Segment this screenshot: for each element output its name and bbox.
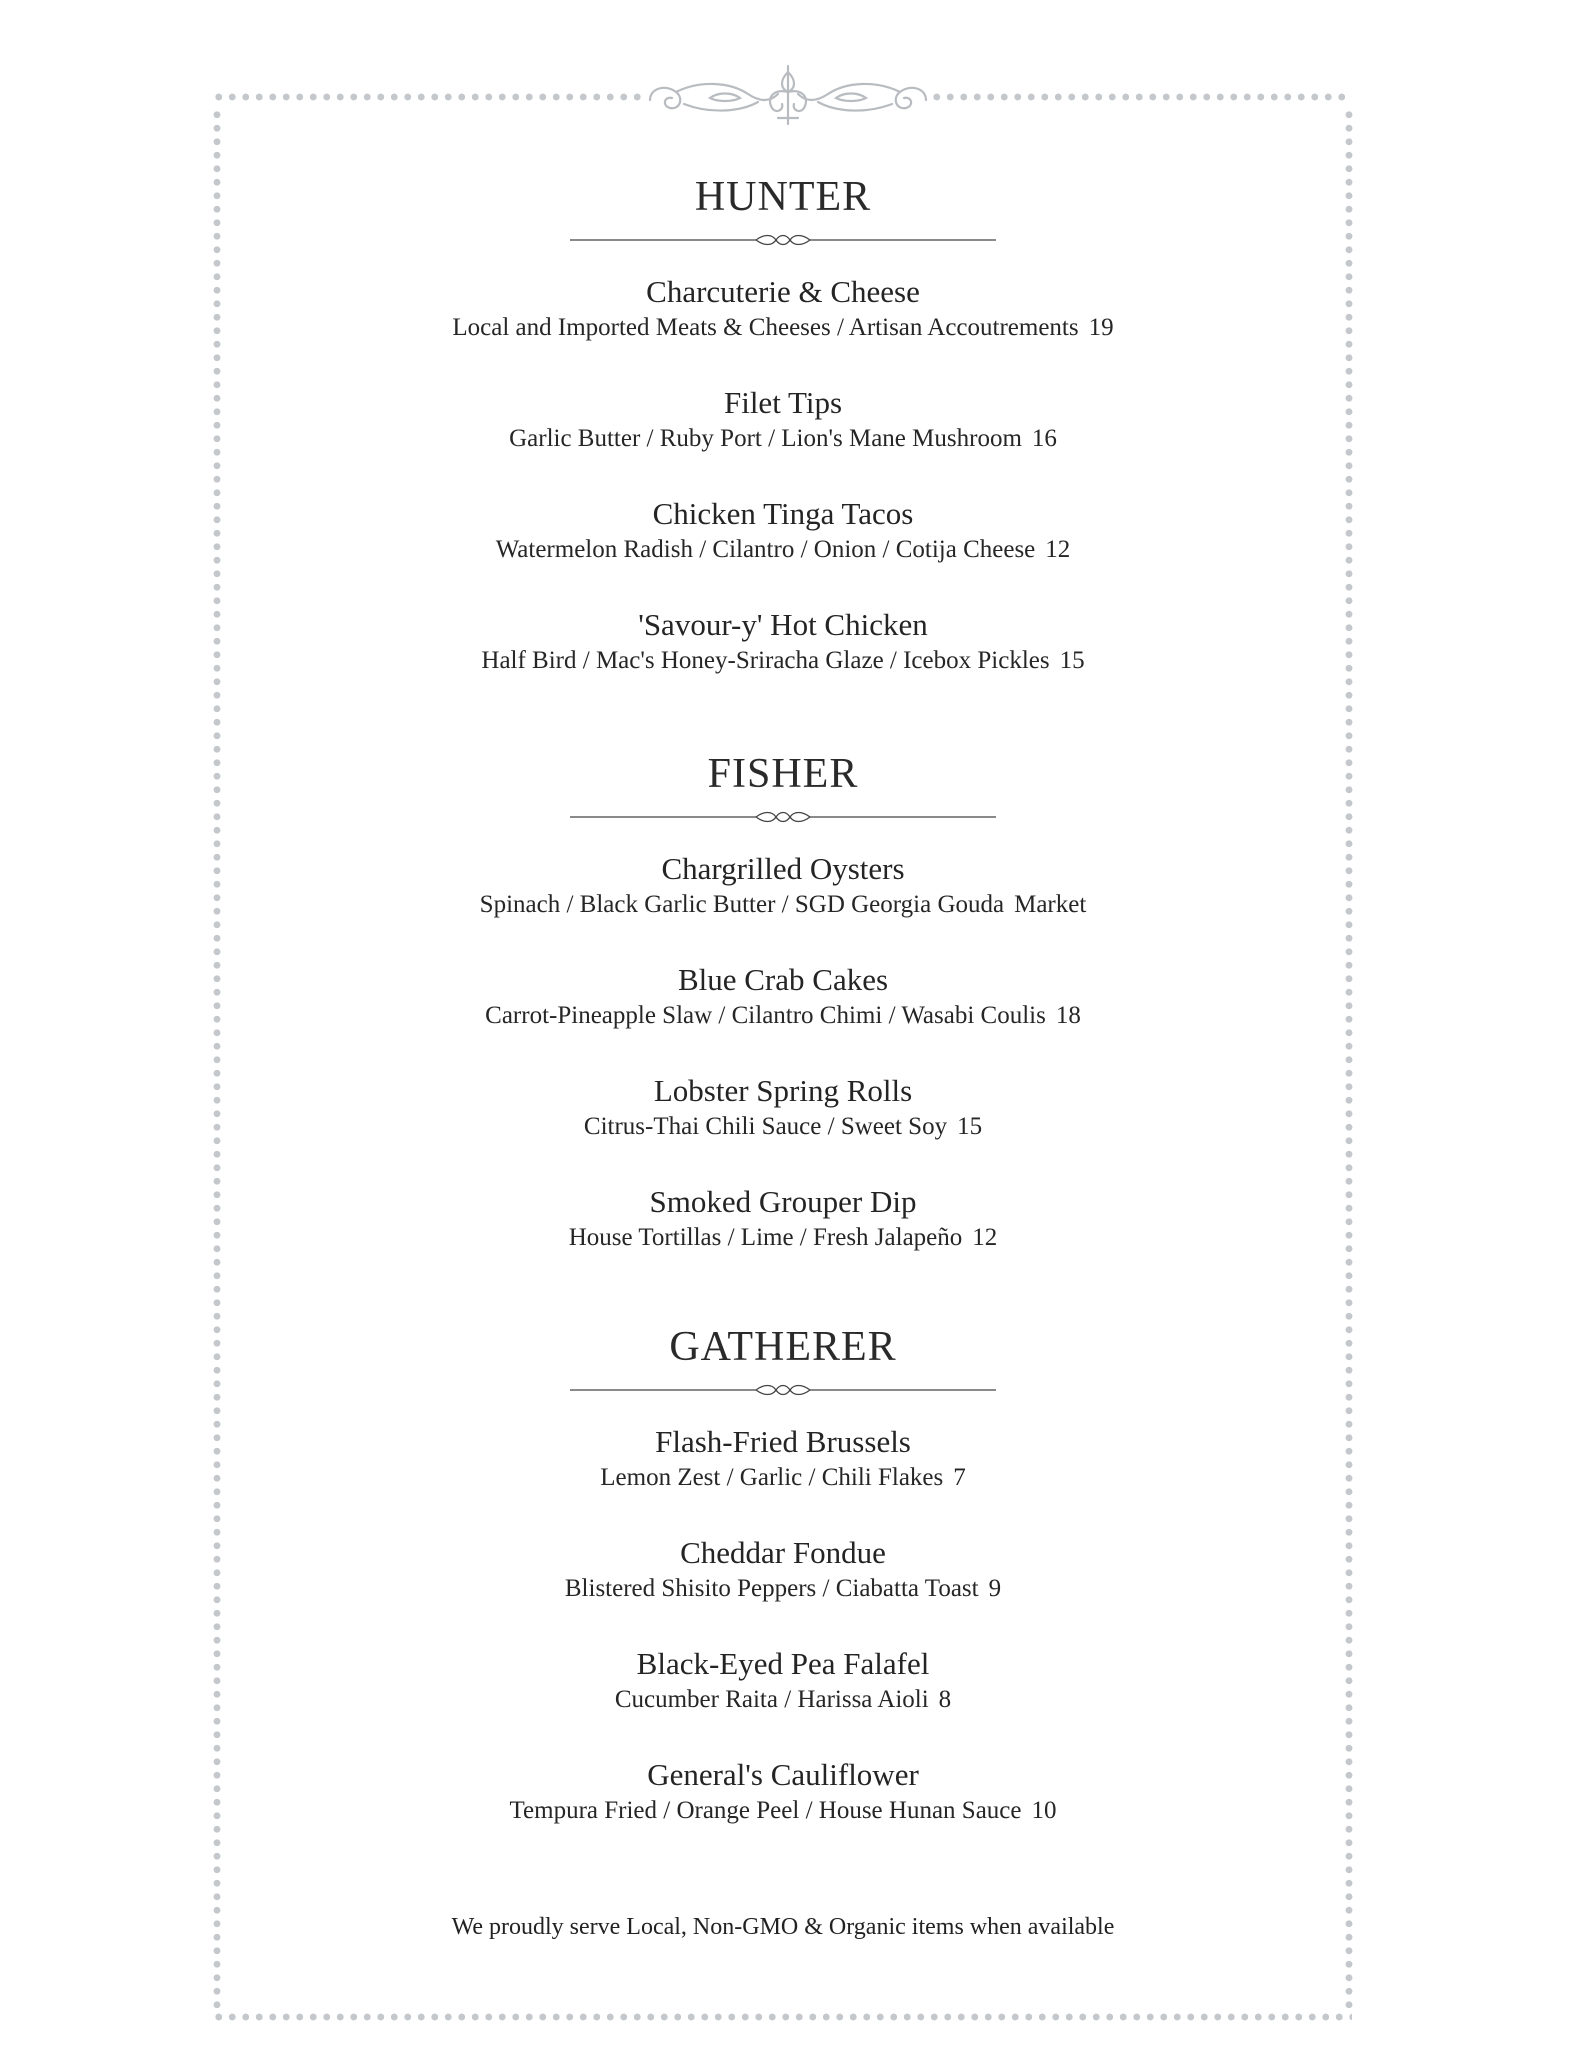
footer-note: We proudly serve Local, Non-GMO & Organic items when available bbox=[451, 1914, 1115, 1940]
menu-item bbox=[222, 1183, 1344, 1294]
dotted-border-bottom bbox=[212, 2012, 1352, 2022]
item-name: Filet Tips bbox=[723, 385, 843, 420]
item-desc-text: Carrot-Pineapple Slaw / Cilantro Chimi / Wasabi Coulis bbox=[485, 1002, 1046, 1029]
item-price: 9 bbox=[988, 1575, 1002, 1602]
item-name: Charcuterie & Cheese bbox=[646, 274, 920, 309]
item-price: 19 bbox=[1088, 314, 1114, 341]
divider-ornament-icon bbox=[570, 233, 996, 247]
item-list bbox=[222, 1423, 1344, 1867]
dotted-border-left bbox=[212, 108, 222, 2008]
item-desc-text: Blistered Shisito Peppers / Ciabatta Toast bbox=[564, 1575, 979, 1602]
item-price: 12 bbox=[972, 1224, 998, 1251]
section-fisher bbox=[222, 750, 1344, 1294]
item-description bbox=[222, 1110, 1344, 1144]
item-description bbox=[222, 999, 1344, 1033]
item-desc-text: Half Bird / Mac's Honey-Sriracha Glaze / Icebox Pickles bbox=[481, 647, 1050, 674]
item-price: 12 bbox=[1045, 536, 1071, 563]
item-price: 18 bbox=[1055, 1002, 1081, 1029]
menu-item bbox=[222, 1072, 1344, 1183]
section-title: FISHER bbox=[707, 751, 859, 797]
item-description bbox=[222, 1794, 1344, 1828]
item-desc-text: Cucumber Raita / Harissa Aioli bbox=[614, 1686, 929, 1713]
item-description bbox=[222, 888, 1344, 922]
item-name: Black-Eyed Pea Falafel bbox=[636, 1646, 930, 1681]
item-description bbox=[222, 1461, 1344, 1495]
item-name: Smoked Grouper Dip bbox=[649, 1184, 917, 1219]
menu-item bbox=[222, 1645, 1344, 1756]
dotted-border-top-right bbox=[930, 92, 1352, 102]
item-desc-text: Tempura Fried / Orange Peel / House Hunan Sauce bbox=[509, 1797, 1022, 1824]
scroll-ornament-icon bbox=[640, 58, 936, 134]
item-description bbox=[222, 644, 1344, 678]
item-desc-text: Local and Imported Meats & Cheeses / Artisan Accoutrements bbox=[452, 314, 1079, 341]
item-name: Chargrilled Oysters bbox=[661, 851, 905, 886]
menu-item bbox=[222, 384, 1344, 495]
item-name: 'Savour-y' Hot Chicken bbox=[638, 607, 928, 642]
menu-item bbox=[222, 850, 1344, 961]
item-description bbox=[222, 1683, 1344, 1717]
item-list bbox=[222, 273, 1344, 717]
item-description bbox=[222, 533, 1344, 567]
menu-item bbox=[222, 961, 1344, 1072]
menu-item bbox=[222, 1534, 1344, 1645]
item-name: Cheddar Fondue bbox=[680, 1535, 886, 1570]
item-price: 7 bbox=[953, 1464, 966, 1491]
section-gatherer bbox=[222, 1323, 1344, 1867]
item-desc-text: Spinach / Black Garlic Butter / SGD Georgia Gouda bbox=[479, 891, 1005, 918]
item-description bbox=[222, 311, 1344, 345]
item-price: 10 bbox=[1031, 1797, 1057, 1824]
item-desc-text: Watermelon Radish / Cilantro / Onion / Cotija Cheese bbox=[495, 536, 1036, 563]
section-title: HUNTER bbox=[694, 174, 872, 220]
item-desc-text: Lemon Zest / Garlic / Chili Flakes bbox=[600, 1464, 944, 1491]
divider-ornament-icon bbox=[570, 1383, 996, 1397]
menu-item bbox=[222, 273, 1344, 384]
item-description bbox=[222, 1221, 1344, 1255]
item-name: General's Cauliflower bbox=[647, 1757, 919, 1792]
menu-item bbox=[222, 1423, 1344, 1534]
menu-item bbox=[222, 1756, 1344, 1867]
section-title: GATHERER bbox=[669, 1324, 897, 1370]
item-description bbox=[222, 422, 1344, 456]
item-price: 16 bbox=[1031, 425, 1057, 452]
item-desc-text: Citrus-Thai Chili Sauce / Sweet Soy bbox=[583, 1113, 948, 1140]
item-price: 15 bbox=[1059, 647, 1085, 674]
item-name: Blue Crab Cakes bbox=[677, 962, 889, 997]
section-hunter bbox=[222, 173, 1344, 717]
menu-item bbox=[222, 606, 1344, 717]
item-name: Lobster Spring Rolls bbox=[653, 1073, 913, 1108]
item-name: Flash-Fried Brussels bbox=[655, 1424, 911, 1459]
dotted-border-right bbox=[1344, 108, 1354, 2008]
divider-ornament-icon bbox=[570, 810, 996, 824]
item-price: 8 bbox=[938, 1686, 952, 1713]
item-price: 15 bbox=[957, 1113, 983, 1140]
dotted-border-top-left bbox=[212, 92, 644, 102]
item-list bbox=[222, 850, 1344, 1294]
item-desc-text: House Tortillas / Lime / Fresh Jalapeño bbox=[568, 1224, 963, 1251]
item-desc-text: Garlic Butter / Ruby Port / Lion's Mane Mushroom bbox=[509, 425, 1022, 452]
item-price: Market bbox=[1014, 891, 1087, 918]
menu-item bbox=[222, 495, 1344, 606]
item-description bbox=[222, 1572, 1344, 1606]
item-name: Chicken Tinga Tacos bbox=[652, 496, 914, 531]
